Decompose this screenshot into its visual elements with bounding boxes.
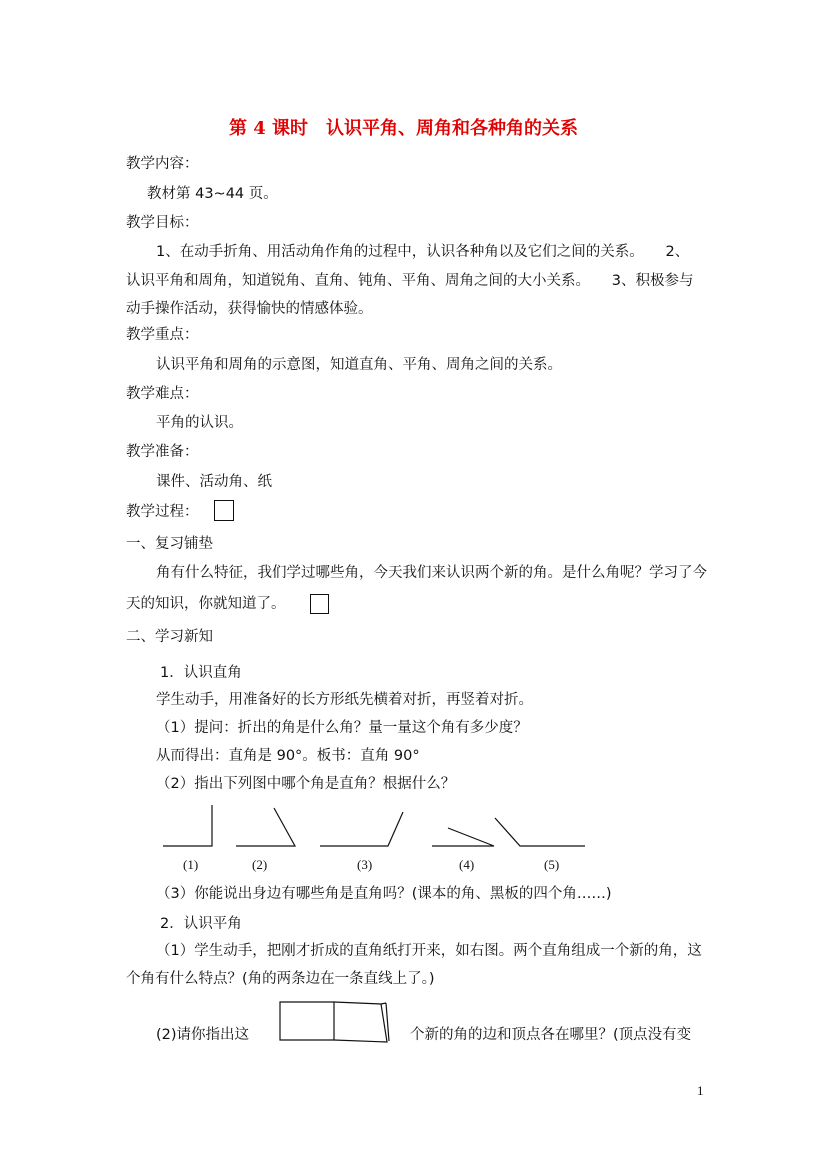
- item-heading: 1．认识直角: [160, 665, 242, 681]
- goals-heading: 教学目标：: [126, 215, 199, 231]
- item1-line: （1）提问：折出的角是什么角？量一量这个角有多少度？: [156, 720, 528, 736]
- item2-line: （1）学生动手，把刚才折成的直角纸打开来，如右图。两个直角组成一个新的角，这: [156, 943, 702, 959]
- item-heading: 2．认识平角: [160, 916, 242, 932]
- prep-text: 课件、活动角、纸: [156, 474, 272, 490]
- goals-line: 认识平角和周角，知道锐角、直角、钝角、平角、周角之间的大小关系。 3、积极参与: [126, 273, 694, 289]
- item2-line: 个角有什么特点？(角的两条边在一条直线上了。): [126, 971, 435, 987]
- figure-label: (1): [183, 857, 199, 872]
- page-title: 第 4 课时 认识平角、周角和各种角的关系: [229, 118, 579, 139]
- key-text: 认识平角和周角的示意图，知道直角、平角、周角之间的关系。: [156, 357, 562, 373]
- item2-line: 个新的角的边和顶点各在哪里？(顶点没有变: [410, 1027, 692, 1043]
- key-heading: 教学重点：: [126, 327, 199, 343]
- process-heading: 教学过程：: [126, 504, 199, 520]
- item1-line: 学生动手，用准备好的长方形纸先横着对折，再竖着对折。: [156, 692, 533, 708]
- prep-heading: 教学准备：: [126, 444, 199, 460]
- item1-line: 从而得出：直角是 90°。板书：直角 90°: [156, 748, 420, 764]
- content-heading: 教学内容：: [126, 156, 199, 172]
- difficult-heading: 教学难点：: [126, 386, 199, 402]
- figure-label: (3): [357, 857, 373, 872]
- item1-line: （2）指出下列图中哪个角是直角？根据什么？: [156, 776, 456, 792]
- difficult-text: 平角的认识。: [156, 415, 243, 431]
- goals-line: 1、在动手折角、用活动角作角的过程中，认识各种角以及它们之间的关系。 2、: [156, 244, 690, 260]
- figure-label: (5): [544, 857, 560, 872]
- item2-line: (2)请你指出这: [156, 1027, 250, 1043]
- section-heading: 二、学习新知: [126, 629, 213, 645]
- figure-label: (4): [459, 857, 475, 872]
- item1-line: （3）你能说出身边有哪些角是直角吗？(课本的角、黑板的四个角……): [156, 886, 612, 902]
- figure-label: (2): [252, 857, 268, 872]
- goals-line: 动手操作活动，获得愉快的情感体验。: [126, 301, 373, 317]
- content-text: 教材第 43~44 页。: [147, 186, 278, 202]
- section1-line: 角有什么特征，我们学过哪些角，今天我们来认识两个新的角。是什么角呢？学习了今: [156, 565, 707, 581]
- section1-line: 天的知识，你就知道了。: [126, 596, 286, 612]
- page-number: 1: [697, 1083, 704, 1098]
- section-heading: 一、复习铺垫: [126, 536, 213, 552]
